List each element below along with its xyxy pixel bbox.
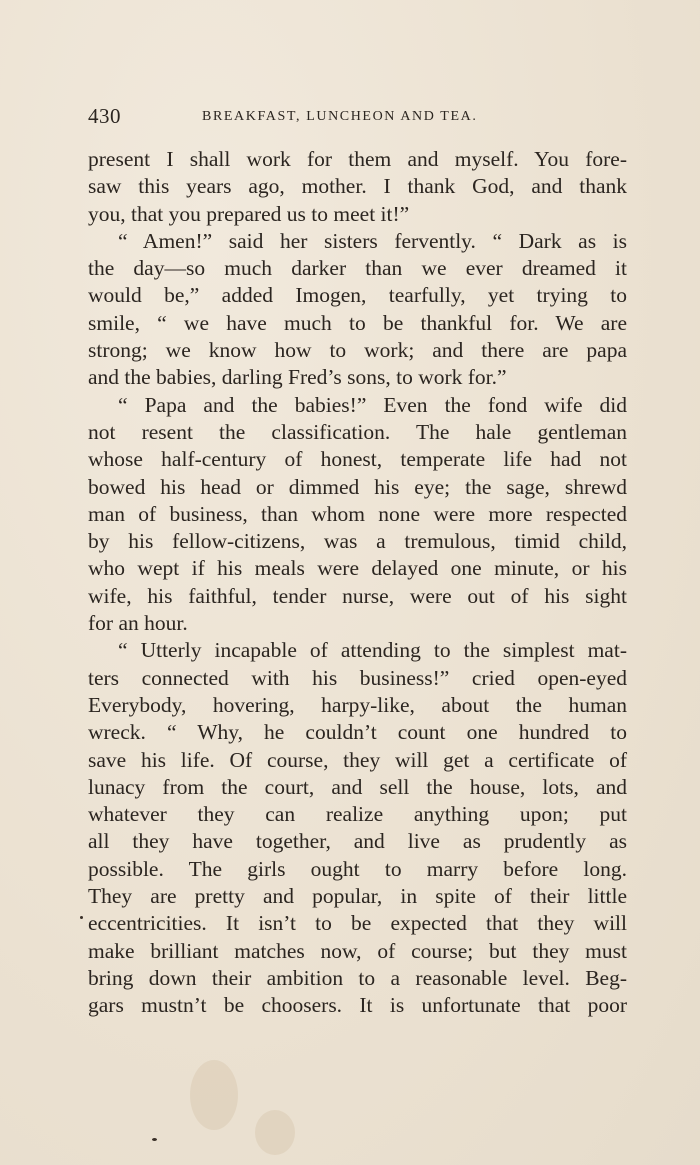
text-line: bowed his head or dimmed his eye; the sage, shrewd	[88, 474, 627, 499]
running-title: BREAKFAST, LUNCHEON AND TEA.	[202, 109, 478, 124]
text-line: save his life. Of course, they will get a certificate of	[88, 747, 627, 772]
text-line: present I shall work for them and myself. You fore-	[88, 147, 627, 171]
ink-speck	[80, 916, 83, 919]
paper-stain	[190, 1060, 238, 1130]
text-line: “ Papa and the babies!” Even the fond wife did	[118, 392, 627, 417]
text-line: would be,” added Imogen, tearfully, yet trying to	[88, 283, 627, 308]
text-line: for an hour.	[88, 611, 188, 636]
text-line: eccentricities. It isn’t to be expected that they will	[88, 911, 627, 936]
text-line: bring down their ambition to a reasonable level. Beg-	[88, 965, 627, 990]
text-line: gars mustn’t be choosers. It is unfortunate that poor	[88, 993, 627, 1018]
text-line: They are pretty and popular, in spite of their little	[88, 884, 627, 909]
text-line: lunacy from the court, and sell the house, lots, and	[88, 774, 627, 799]
text-line: “ Utterly incapable of attending to the simplest mat-	[118, 638, 627, 663]
running-head	[88, 104, 628, 130]
text-line: “ Amen!” said her sisters fervently. “ Dark as is	[118, 228, 627, 253]
body-text	[88, 146, 627, 1020]
text-line: possible. The girls ought to marry before long.	[88, 856, 627, 881]
paper-stain	[255, 1110, 295, 1155]
text-line: saw this years ago, mother. I thank God, and thank	[88, 174, 627, 199]
text-line: make brilliant matches now, of course; but they must	[88, 938, 627, 963]
text-line: who wept if his meals were delayed one minute, or his	[88, 556, 627, 581]
text-line: whatever they can realize anything upon; put	[88, 802, 627, 827]
text-line: wife, his faithful, tender nurse, were out of his sight	[88, 583, 627, 608]
text-line: the day—so much darker than we ever dreamed it	[88, 256, 627, 281]
ink-speck	[152, 1138, 157, 1141]
text-line: strong; we know how to work; and there are papa	[88, 338, 627, 363]
page-number: 430	[88, 104, 121, 128]
text-line: and the babies, darling Fred’s sons, to work for.”	[88, 365, 507, 390]
text-line: you, that you prepared us to meet it!”	[88, 201, 410, 226]
text-line: not resent the classification. The hale gentleman	[88, 419, 627, 444]
text-line: by his fellow-citizens, was a tremulous, timid child,	[88, 529, 627, 554]
text-line: ters connected with his business!” cried open-eyed	[88, 665, 627, 690]
text-line: whose half-century of honest, temperate life had not	[88, 447, 627, 472]
text-line: wreck. “ Why, he couldn’t count one hundred to	[88, 720, 627, 745]
text-line: man of business, than whom none were more respected	[88, 501, 627, 526]
text-line: smile, “ we have much to be thankful for. We are	[88, 310, 627, 335]
text-line: Everybody, hovering, harpy-like, about the human	[88, 692, 627, 717]
text-line: all they have together, and live as prudently as	[88, 829, 627, 854]
